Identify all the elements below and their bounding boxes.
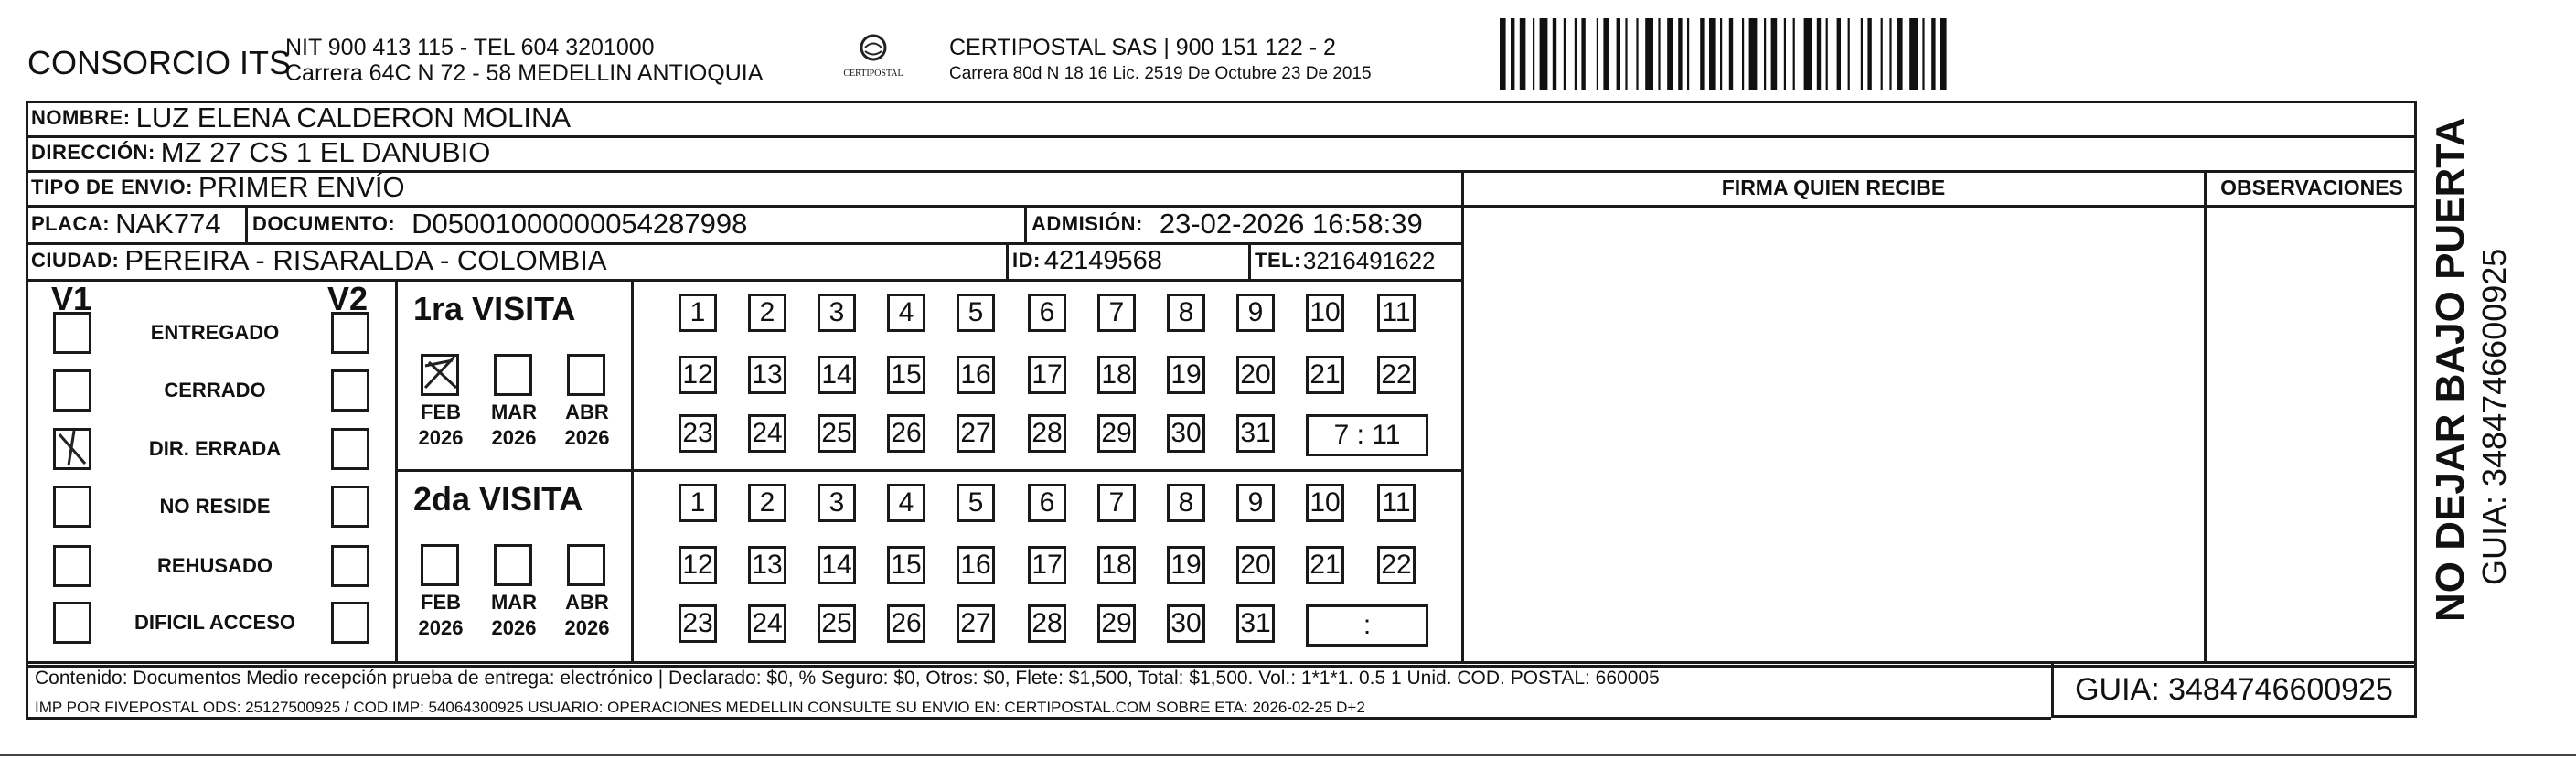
- day-box[interactable]: 23: [679, 604, 717, 643]
- month-checkbox[interactable]: [421, 354, 459, 396]
- day-box[interactable]: 15: [887, 356, 925, 394]
- day-box[interactable]: 12: [679, 356, 717, 394]
- day-box[interactable]: 29: [1097, 604, 1136, 643]
- day-box[interactable]: 4: [887, 294, 925, 332]
- day-box[interactable]: 18: [1097, 356, 1136, 394]
- status-label: DIR. ERRADA: [148, 437, 282, 460]
- day-box[interactable]: 13: [748, 546, 786, 584]
- month-label: [486, 400, 541, 451]
- company-nit: NIT 900 413 115 - TEL 604 3201000: [285, 35, 655, 60]
- barcode-bar: [1861, 18, 1863, 90]
- signature-header: FIRMA QUIEN RECIBE: [1721, 175, 1946, 199]
- logo-icon: [855, 33, 892, 66]
- tel-label: TEL:: [1255, 249, 1301, 272]
- day-box[interactable]: 11: [1377, 484, 1416, 522]
- v1-checkbox[interactable]: [53, 602, 91, 644]
- barcode-bar: [1636, 18, 1638, 90]
- name-value: LUZ ELENA CALDERON MOLINA: [135, 102, 572, 134]
- day-box[interactable]: 12: [679, 546, 717, 584]
- day-box[interactable]: 24: [748, 604, 786, 643]
- day-box[interactable]: 13: [748, 356, 786, 394]
- day-box[interactable]: 6: [1028, 294, 1066, 332]
- status-label: REHUSADO: [157, 554, 273, 577]
- day-box[interactable]: 5: [957, 294, 995, 332]
- day-box[interactable]: 21: [1306, 546, 1344, 584]
- footer-imp: IMP POR FIVEPOSTAL ODS: 25127500925 / COD.IMP: 54064300925 USUARIO: OPERACIONES MEDELLIN CONSULTE SU ENVIO EN: CERTIPOSTAL.COM SOBRE ETA: 2026-02-25 D+2: [35, 699, 1365, 716]
- day-box[interactable]: 22: [1377, 356, 1416, 394]
- v2-checkbox[interactable]: [331, 602, 369, 644]
- month-label: [413, 590, 468, 641]
- barcode-bar: [1511, 18, 1514, 90]
- month-checkbox[interactable]: [421, 544, 459, 586]
- no-dejar-warning: NO DEJAR BAJO PUERTA: [2428, 117, 2473, 622]
- day-box[interactable]: 16: [957, 546, 995, 584]
- day-box[interactable]: 11: [1377, 294, 1416, 332]
- month-label: [560, 590, 615, 641]
- day-box[interactable]: 15: [887, 546, 925, 584]
- day-box[interactable]: 10: [1306, 484, 1344, 522]
- day-box[interactable]: 24: [748, 414, 786, 453]
- status-label: CERRADO: [164, 379, 266, 401]
- month-checkbox[interactable]: [567, 544, 605, 586]
- v2-header: V2: [327, 280, 369, 317]
- month-year: 2026: [564, 616, 610, 639]
- barcode-bar: [1749, 18, 1758, 90]
- month-year: 2026: [418, 426, 464, 449]
- plate-row: [31, 205, 221, 242]
- barcode-bar: [1771, 18, 1778, 90]
- barcode-bar: [1931, 18, 1935, 90]
- status-label: DIFICIL ACCESO: [134, 611, 295, 634]
- barcode-bar: [1533, 18, 1534, 90]
- month-label: [560, 400, 615, 451]
- month-name: MAR: [490, 591, 538, 614]
- day-box[interactable]: 28: [1028, 414, 1066, 453]
- month-label: [413, 400, 468, 451]
- day-box[interactable]: 18: [1097, 546, 1136, 584]
- tel-row: [1255, 242, 1436, 279]
- month-year: 2026: [491, 426, 537, 449]
- day-box[interactable]: 31: [1236, 604, 1275, 643]
- barcode-bar: [1709, 18, 1716, 90]
- day-box[interactable]: 20: [1236, 546, 1275, 584]
- id-value: 42149568: [1043, 245, 1162, 275]
- barcode-bar: [1729, 18, 1733, 90]
- address-label: DIRECCIÓN:: [31, 141, 155, 164]
- day-box[interactable]: 7: [1097, 294, 1136, 332]
- day-box[interactable]: 6: [1028, 484, 1066, 522]
- v1-checkbox[interactable]: [53, 312, 91, 354]
- day-box[interactable]: 2: [748, 484, 786, 522]
- day-box[interactable]: 30: [1167, 604, 1205, 643]
- side-panel: [2419, 101, 2528, 631]
- month-year: 2026: [564, 426, 610, 449]
- day-box[interactable]: 9: [1236, 484, 1275, 522]
- plate-value: NAK774: [115, 207, 221, 240]
- tel-value: 3216491622: [1302, 246, 1436, 274]
- barcode-bar: [1540, 18, 1548, 90]
- observations-header: OBSERVACIONES: [2220, 175, 2403, 199]
- status-label: ENTREGADO: [150, 321, 280, 344]
- barcode-bar: [1553, 18, 1556, 90]
- day-box[interactable]: 25: [818, 604, 856, 643]
- day-box[interactable]: 8: [1167, 294, 1205, 332]
- day-box[interactable]: 2: [748, 294, 786, 332]
- barcode-bar: [1837, 18, 1841, 90]
- day-box[interactable]: 4: [887, 484, 925, 522]
- address-value: MZ 27 CS 1 EL DANUBIO: [160, 136, 491, 168]
- day-box[interactable]: 28: [1028, 604, 1066, 643]
- barcode-bar: [1564, 18, 1566, 90]
- month-name: FEB: [421, 591, 461, 614]
- barcode-bar: [1881, 18, 1883, 90]
- company-address: Carrera 64C N 72 - 58 MEDELLIN ANTIOQUIA: [285, 60, 764, 86]
- barcode-bar: [1804, 18, 1812, 90]
- month-name: MAR: [490, 401, 538, 423]
- barcode-bar: [1742, 18, 1744, 90]
- admission-value: 23-02-2026 16:58:39: [1159, 207, 1423, 240]
- footer-guia-box: GUIA: 3484746600925: [2051, 661, 2417, 718]
- day-box[interactable]: 1: [679, 294, 717, 332]
- document-value: D05001000000054287998: [412, 207, 748, 240]
- barcode-bar: [1889, 18, 1891, 90]
- document-label: DOCUMENTO:: [252, 211, 396, 235]
- day-box[interactable]: 3: [818, 484, 856, 522]
- barcode-bar: [1764, 18, 1766, 90]
- month-name: ABR: [565, 591, 609, 614]
- v2-checkbox[interactable]: [331, 312, 369, 354]
- barcode-bar: [1867, 18, 1871, 90]
- barcode-bar: [1617, 18, 1620, 90]
- address-row: [31, 135, 490, 170]
- v2-checkbox[interactable]: [331, 369, 369, 412]
- barcode-bar: [1520, 18, 1526, 90]
- ship-type-row: [31, 170, 405, 205]
- day-box[interactable]: 19: [1167, 356, 1205, 394]
- barcode-bar: [1848, 18, 1850, 90]
- v2-checkbox[interactable]: [331, 486, 369, 528]
- day-box[interactable]: 29: [1097, 414, 1136, 453]
- v2-checkbox[interactable]: [331, 545, 369, 587]
- time-box[interactable]: :: [1306, 604, 1428, 647]
- month-checkbox[interactable]: [494, 354, 532, 396]
- day-box[interactable]: 17: [1028, 546, 1066, 584]
- barcode-bar: [1720, 18, 1722, 90]
- v1-header: V1: [51, 280, 92, 317]
- barcode-bar: [1922, 18, 1924, 90]
- city-label: CIUDAD:: [31, 249, 120, 272]
- day-box[interactable]: 8: [1167, 484, 1205, 522]
- barcode-bar: [1817, 18, 1821, 90]
- carrier-license: Carrera 80d N 18 16 Lic. 2519 De Octubre 23 De 2015: [949, 64, 1372, 83]
- barcode-bar: [1826, 18, 1828, 90]
- barcode-bar: [1897, 18, 1903, 90]
- day-box[interactable]: 14: [818, 356, 856, 394]
- barcode-bar: [1940, 18, 1947, 90]
- id-row: [1012, 242, 1162, 279]
- month-name: ABR: [565, 401, 609, 423]
- month-label: [486, 590, 541, 641]
- barcode-bar: [1645, 18, 1653, 90]
- day-box[interactable]: 5: [957, 484, 995, 522]
- barcode-bar: [1687, 18, 1689, 90]
- side-guia: GUIA: 3484746600925: [2475, 248, 2513, 585]
- barcode-bar: [1667, 18, 1673, 90]
- day-box[interactable]: 22: [1377, 546, 1416, 584]
- barcode-bar: [1625, 18, 1627, 90]
- city-row: [31, 242, 607, 279]
- month-year: 2026: [491, 616, 537, 639]
- status-label: NO RESIDE: [159, 495, 271, 518]
- ship-type-value: PRIMER ENVÍO: [198, 171, 405, 203]
- v1-checkbox[interactable]: [53, 486, 91, 528]
- month-checkbox[interactable]: [494, 544, 532, 586]
- visit-title: 1ra VISITA: [413, 290, 576, 327]
- day-box[interactable]: 14: [818, 546, 856, 584]
- day-box[interactable]: 27: [957, 604, 995, 643]
- carrier-name: CERTIPOSTAL SAS | 900 151 122 - 2: [949, 35, 1336, 60]
- v2-checkbox[interactable]: [331, 428, 369, 470]
- day-box[interactable]: 20: [1236, 356, 1275, 394]
- month-checkbox[interactable]: [567, 354, 605, 396]
- day-box[interactable]: 3: [818, 294, 856, 332]
- barcode-bar: [1793, 18, 1795, 90]
- name-row: [31, 101, 571, 135]
- day-box[interactable]: 16: [957, 356, 995, 394]
- plate-label: PLACA:: [31, 211, 111, 235]
- month-year: 2026: [418, 616, 464, 639]
- day-box[interactable]: 1: [679, 484, 717, 522]
- footer-content: Contenido: Documentos Medio recepción prueba de entrega: electrónico | Declarado: $0, % Seguro: $0, Otros: $0, Flete: $1,500, Total: $1,500. Vol.: 1*1*1. 0.5 1 Unid. COD. POSTAL: 660005: [35, 668, 1660, 689]
- day-box[interactable]: 17: [1028, 356, 1066, 394]
- company-name: CONSORCIO ITS: [27, 44, 292, 81]
- time-box[interactable]: 7 : 11: [1306, 414, 1428, 456]
- day-box[interactable]: 27: [957, 414, 995, 453]
- barcode-bar: [1678, 18, 1682, 90]
- barcode-bar: [1575, 18, 1577, 90]
- day-box[interactable]: 21: [1306, 356, 1344, 394]
- barcode-bar: [1603, 18, 1609, 90]
- barcode-bar: [1784, 18, 1786, 90]
- day-box[interactable]: 23: [679, 414, 717, 453]
- city-value: PEREIRA - RISARALDA - COLOMBIA: [124, 244, 607, 276]
- v1-checkbox[interactable]: [53, 545, 91, 587]
- barcode: [1500, 18, 2236, 90]
- day-box[interactable]: 26: [887, 604, 925, 643]
- day-box[interactable]: 25: [818, 414, 856, 453]
- day-box[interactable]: 30: [1167, 414, 1205, 453]
- visit-title: 2da VISITA: [413, 480, 583, 518]
- day-box[interactable]: 19: [1167, 546, 1205, 584]
- barcode-bar: [1658, 18, 1660, 90]
- admission-label: ADMISIÓN:: [1031, 211, 1143, 235]
- barcode-bar: [1597, 18, 1598, 90]
- certipostal-logo: [828, 33, 919, 79]
- day-box[interactable]: 26: [887, 414, 925, 453]
- barcode-bar: [1909, 18, 1918, 90]
- day-box[interactable]: 31: [1236, 414, 1275, 453]
- name-label: NOMBRE:: [31, 106, 131, 129]
- barcode-bar: [1581, 18, 1585, 90]
- barcode-bar: [1500, 18, 1506, 90]
- month-name: FEB: [421, 401, 461, 423]
- admission-row: [1031, 205, 1423, 242]
- day-box[interactable]: 9: [1236, 294, 1275, 332]
- day-box[interactable]: 10: [1306, 294, 1344, 332]
- barcode-bar: [1700, 18, 1704, 90]
- document-row: [252, 205, 747, 242]
- v1-checkbox[interactable]: [53, 428, 91, 470]
- day-box[interactable]: 7: [1097, 484, 1136, 522]
- v1-checkbox[interactable]: [53, 369, 91, 412]
- id-label: ID:: [1012, 249, 1041, 272]
- logo-text: CERTIPOSTAL: [843, 69, 903, 79]
- ship-type-label: TIPO DE ENVIO:: [31, 176, 193, 198]
